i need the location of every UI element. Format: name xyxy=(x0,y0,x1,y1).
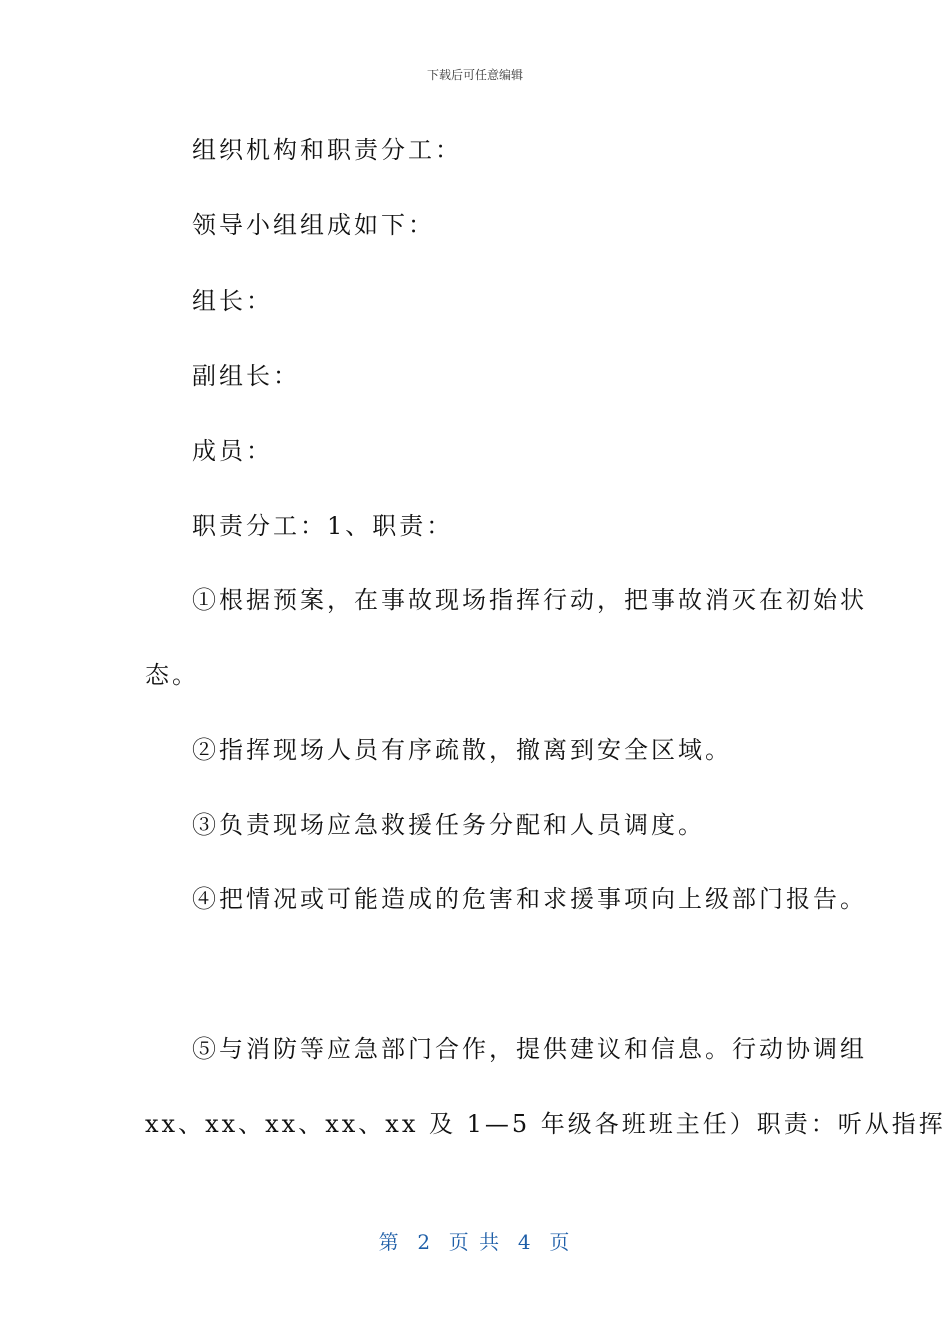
text-line: 职责分工：1、职责： xyxy=(192,512,454,540)
text-line: 领导小组组成如下： xyxy=(192,211,435,239)
page-header: 下载后可任意编辑 xyxy=(426,68,523,82)
text-line: 副组长： xyxy=(192,362,300,390)
text-line: 成员： xyxy=(192,437,273,465)
page-footer xyxy=(0,1226,950,1255)
page-number: 第 2 页 共 4 页 xyxy=(378,1230,572,1254)
text-line: ②指挥现场人员有序疏散，撤离到安全区域。 xyxy=(192,736,732,764)
text-line: 组织机构和职责分工： xyxy=(192,136,462,164)
text-line: ③负责现场应急救援任务分配和人员调度。 xyxy=(192,811,705,839)
text-line: 态。 xyxy=(145,661,199,689)
text-line: xx、xx、xx、xx、xx 及 1—5 年级各班班主任）职责：听从指挥 xyxy=(145,1110,946,1138)
text-line: 组长： xyxy=(192,287,273,315)
text-line: ①根据预案，在事故现场指挥行动，把事故消灭在初始状 xyxy=(192,586,867,614)
text-line: ④把情况或可能造成的危害和求援事项向上级部门报告。 xyxy=(192,885,867,913)
text-line: ⑤与消防等应急部门合作，提供建议和信息。行动协调组 xyxy=(192,1035,867,1063)
